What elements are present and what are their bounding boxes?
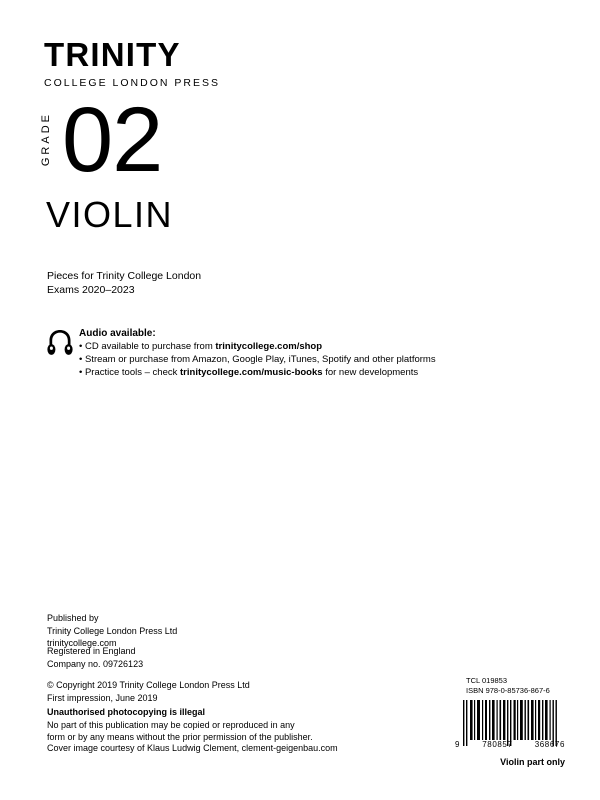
logo-subline: COLLEGE LONDON PRESS — [44, 77, 220, 89]
subtitle-line-1: Pieces for Trinity College London — [47, 270, 202, 282]
instrument-title: VIOLIN — [46, 194, 174, 235]
audio-item-3-tail: for new developments — [322, 367, 419, 378]
company-number: Company no. 09726123 — [47, 658, 144, 669]
cover-image-credit: Cover image courtesy of Klaus Ludwig Clement, clement-geigenbau.com — [47, 743, 338, 753]
subtitle-line-2: Exams 2020–2023 — [47, 284, 135, 296]
code-block — [466, 676, 550, 696]
isbn-code: ISBN 978-0-85736-867-6 — [466, 686, 550, 695]
registered-in-england: Registered in England — [47, 646, 136, 656]
audio-item-3 — [79, 366, 436, 379]
tcl-code: TCL 019853 — [466, 676, 508, 685]
photocopy-line-2: form or by any means without the prior permission of the publisher. — [47, 732, 313, 742]
barcode-digit-mid: 780857 — [482, 740, 513, 749]
audio-available-block — [47, 327, 477, 379]
publisher-name: Trinity College London Press Ltd — [47, 625, 178, 636]
barcode-digit-left: 9 — [455, 740, 461, 749]
audio-item-3-text: • Practice tools – check — [79, 367, 181, 378]
music-books-link[interactable]: trinitycollege.com/music-books — [180, 367, 323, 378]
copyright-line: © Copyright 2019 Trinity College London Press Ltd — [47, 680, 250, 690]
exam-subtitle — [47, 269, 201, 297]
headphones-icon — [47, 328, 73, 358]
photocopy-line-1: No part of this publication may be copied or reproduced in any — [47, 719, 295, 730]
trinity-logo — [44, 38, 220, 90]
grade-label: GRADE — [40, 112, 52, 167]
shop-link[interactable]: trinitycollege.com/shop — [215, 341, 323, 352]
barcode-digits — [455, 740, 565, 749]
audio-item-1-text: • CD available to purchase from — [79, 341, 216, 352]
barcode-digit-right: 368676 — [534, 740, 565, 749]
photocopy-notice — [47, 706, 313, 744]
audio-title: Audio available: — [79, 328, 156, 339]
registration-block — [47, 645, 143, 670]
publisher-block — [47, 612, 177, 650]
published-by-label: Published by — [47, 613, 99, 623]
publisher-website[interactable]: trinitycollege.com — [47, 638, 117, 648]
part-note: Violin part only — [500, 757, 565, 767]
audio-item-1 — [79, 340, 436, 353]
impression-line: First impression, June 2019 — [47, 692, 158, 703]
copyright-block — [47, 679, 250, 704]
photocopy-heading: Unauthorised photocopying is illegal — [47, 707, 206, 717]
audio-item-2: • Stream or purchase from Amazon, Google Play, iTunes, Spotify and other platforms — [79, 354, 436, 365]
grade-number: 02 — [62, 89, 163, 191]
logo-wordmark: TRINITY — [44, 36, 181, 73]
